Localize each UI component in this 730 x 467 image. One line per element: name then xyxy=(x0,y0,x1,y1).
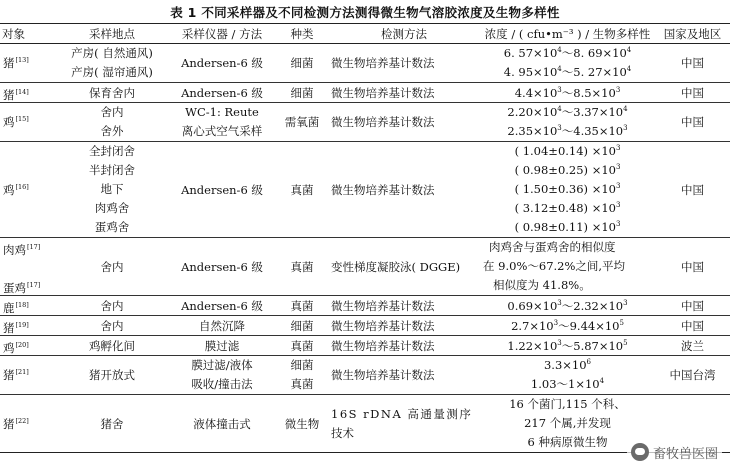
table-title: 表 1 不同采样器及不同检测方法测得微生物气溶胶浓度及生物多样性 xyxy=(170,5,560,20)
site-cell: 鸡孵化间 xyxy=(89,338,135,353)
country-cell: 中国 xyxy=(681,56,704,70)
table-row xyxy=(0,238,730,296)
instrument-cell: Andersen-6 级 xyxy=(181,298,263,313)
watermark-text: 畜牧兽医圈 xyxy=(652,446,718,462)
type-cell: 细菌 xyxy=(290,318,314,333)
site-cell: 猪舍 xyxy=(100,416,124,431)
watermark xyxy=(627,441,722,463)
concentration-cell: $4.4\times 10^3\sim 8.5\times 10^3$ xyxy=(514,85,621,100)
country-cell: 中国 xyxy=(681,259,704,274)
header-instrument: 采样仪器 / 方法 xyxy=(181,26,263,41)
country-cell: 中国台湾 xyxy=(669,368,716,382)
site-cell: 舍内 xyxy=(100,259,124,274)
table-row xyxy=(0,296,730,316)
method-cell: 微生物培养基计数法 xyxy=(331,85,435,100)
concentration-cell: $0.69\times 10^3\sim 2.32\times 10^3$ xyxy=(507,298,628,313)
table-row xyxy=(0,316,730,336)
method-cell: 微生物培养基计数法 xyxy=(331,368,435,382)
site-cell: 产房( 自然通风) 产房( 湿帘通风) xyxy=(71,46,153,79)
wechat-icon xyxy=(631,443,649,461)
type-cell: 细菌 xyxy=(290,56,314,70)
concentration-cell: $2.7\times 10^3\sim 9.44\times 10^5$ xyxy=(511,318,624,333)
table-row xyxy=(0,142,730,238)
table-row xyxy=(0,356,730,395)
site-cell: 舍内 舍外 xyxy=(100,105,124,138)
header-row xyxy=(0,24,730,44)
method-cell: 微生物培养基计数法 xyxy=(331,182,435,197)
method-cell: 微生物培养基计数法 xyxy=(331,115,435,129)
subject-cell: 鸡[15] xyxy=(3,115,29,129)
instrument-cell: Andersen-6 级 xyxy=(181,182,263,197)
table-row xyxy=(0,44,730,83)
method-cell: 变性梯度凝胶泳( DGGE) xyxy=(331,259,461,274)
header-concentration: 浓度 / ( cfu•m⁻³ ) / 生物多样性 xyxy=(484,26,651,41)
site-cell: 保育舍内 xyxy=(89,85,135,100)
subject-cell: 鸡[20] xyxy=(3,341,29,355)
table-row xyxy=(0,336,730,356)
instrument-cell: Andersen-6 级 xyxy=(181,85,263,100)
subject-cell: 肉鸡[17] 蛋鸡[17] xyxy=(3,243,41,295)
site-cell: 舍内 xyxy=(100,298,124,313)
site-cell: 全封闭舍 半封闭舍 地下 肉鸡舍 蛋鸡舍 xyxy=(89,144,135,234)
header-method: 检测方法 xyxy=(381,26,427,41)
subject-cell: 猪[13] xyxy=(3,56,29,70)
concentration-cell: 肉鸡舍与蛋鸡舍的相似度 在 9.0%～67.2%之间,平均 相似度为 41.8%。 xyxy=(483,240,626,292)
subject-cell: 猪[21] xyxy=(3,368,29,382)
instrument-cell: 膜过滤/液体 吸收/撞击法 xyxy=(191,358,253,391)
concentration-cell: $1.22\times 10^3\sim 5.87\times 10^5$ xyxy=(507,338,628,353)
method-cell: 微生物培养基计数法 xyxy=(331,298,435,313)
country-cell: 中国 xyxy=(681,115,704,129)
header-subject: 对象 xyxy=(2,26,25,41)
instrument-cell: WC-1: Reute 离心式空气采样 xyxy=(181,105,263,138)
method-cell: 微生物培养基计数法 xyxy=(331,338,435,353)
type-cell: 需氧菌 xyxy=(284,115,320,129)
data-table xyxy=(0,23,730,453)
header-country: 国家及地区 xyxy=(663,26,722,41)
subject-cell: 鹿[18] xyxy=(3,301,29,315)
type-cell: 细菌 真菌 xyxy=(290,358,314,391)
concentration-cell: $2.20\times 10^4\sim 3.37\times 10^4$ $2.35\times 10^3\sim 4.35\times 10^3$ xyxy=(507,105,628,138)
type-cell: 真菌 xyxy=(290,338,314,353)
site-cell: 舍内 xyxy=(100,318,124,333)
concentration-cell: ( $1.04\pm 0.14) \times 10^3$ ( $0.98\pm 0.25) \times 10^3$ ( $1.50\pm 0.36) \times 10^3$ ( $3.12\pm 0.48) \times 10^3$ ( $0.98\pm 0.11) \times 10^3$ xyxy=(514,144,621,234)
method-cell: 16S rDNA 高通量测序 技术 xyxy=(331,406,473,440)
subject-cell: 猪[19] xyxy=(3,321,29,335)
table-row xyxy=(0,395,730,453)
table-row xyxy=(0,103,730,142)
instrument-cell: 液体撞击式 xyxy=(193,416,251,431)
type-cell: 微生物 xyxy=(284,416,320,431)
subject-cell: 鸡[16] xyxy=(3,182,29,197)
type-cell: 真菌 xyxy=(290,182,314,197)
method-cell: 微生物培养基计数法 xyxy=(331,318,435,333)
type-cell: 真菌 xyxy=(290,259,314,274)
site-cell: 猪开放式 xyxy=(89,368,135,382)
country-cell: 中国 xyxy=(681,298,704,313)
instrument-cell: Andersen-6 级 xyxy=(181,56,263,70)
concentration-cell: 16 个菌门,115 个科、 217 个属,并发现 6 种病原微生物 xyxy=(509,397,626,449)
country-cell: 波兰 xyxy=(681,338,704,353)
country-cell: 中国 xyxy=(681,85,704,100)
instrument-cell: 膜过滤 xyxy=(204,338,240,353)
instrument-cell: 自然沉降 xyxy=(199,318,245,333)
type-cell: 细菌 xyxy=(290,85,314,100)
country-cell: 中国 xyxy=(681,318,704,333)
concentration-cell: $3.3\times 10^6$ $1.03\sim 1\times 10^4$ xyxy=(530,358,605,391)
header-type: 种类 xyxy=(290,26,314,41)
header-site: 采样地点 xyxy=(89,26,135,41)
country-cell: 中国 xyxy=(681,182,704,197)
subject-cell: 猪[22] xyxy=(3,416,29,431)
table-row xyxy=(0,83,730,103)
method-cell: 微生物培养基计数法 xyxy=(331,56,435,70)
type-cell: 真菌 xyxy=(290,298,314,313)
concentration-cell: 6. $57\times 10^4\sim 8$. $69\times 10^4$ 4. $95\times 10^4\sim 5$. $27\times 10^4$ xyxy=(503,46,632,79)
subject-cell: 猪[14] xyxy=(3,88,29,102)
instrument-cell: Andersen-6 级 xyxy=(181,259,263,274)
